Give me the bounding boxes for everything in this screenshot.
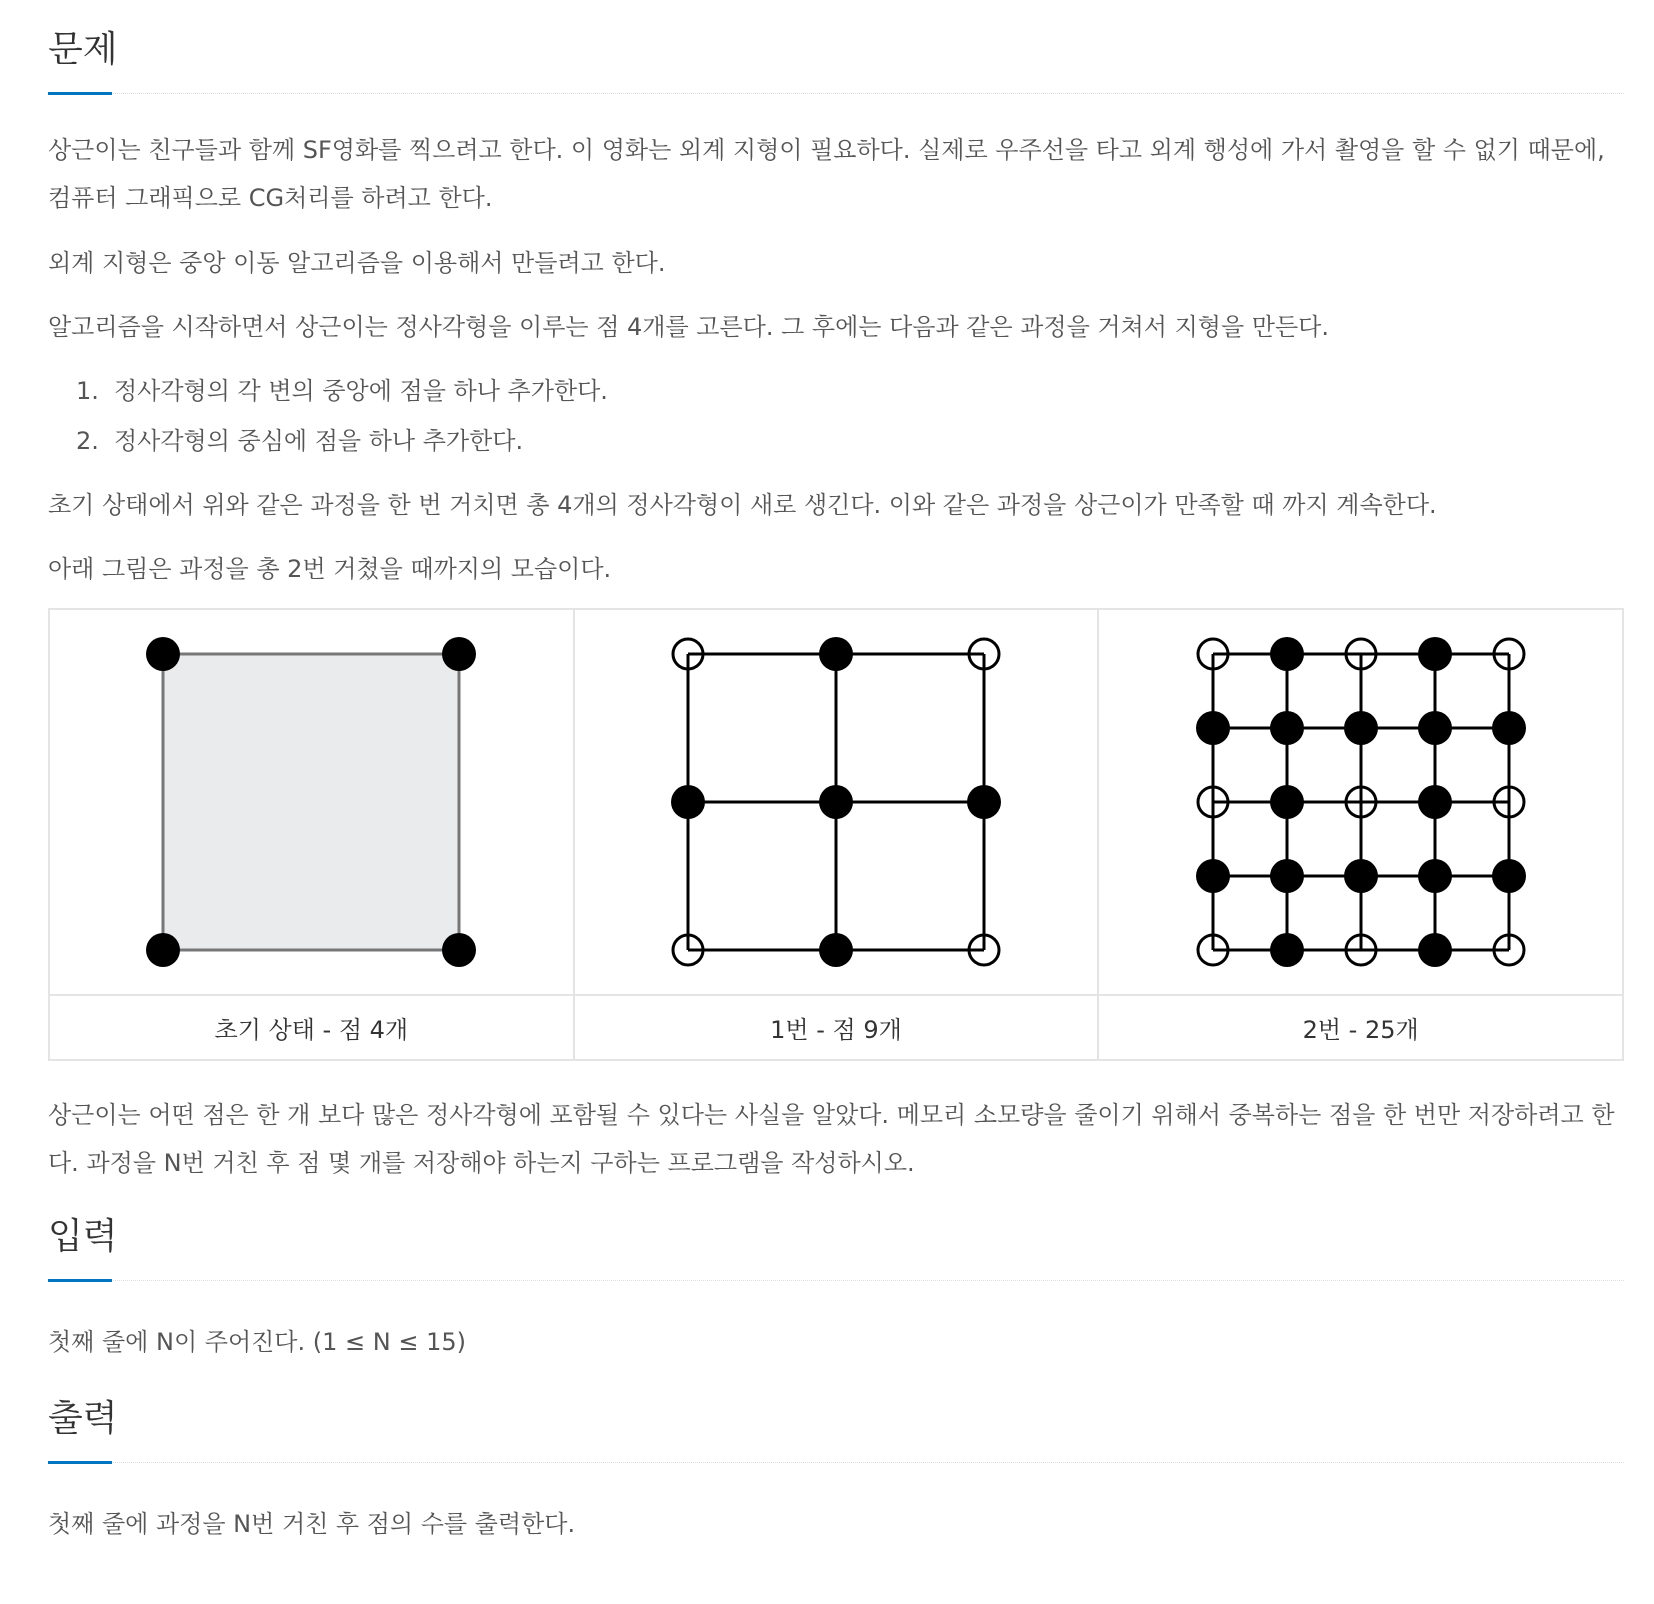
figure-caption: 초기 상태 - 점 4개 <box>49 995 574 1060</box>
new-point <box>146 933 180 967</box>
step-list <box>48 366 1624 466</box>
figure-caption: 1번 - 점 9개 <box>574 995 1099 1060</box>
new-point <box>1270 933 1304 967</box>
problem-paragraph-6: 상근이는 어떤 점은 한 개 보다 많은 정사각형에 포함될 수 있다는 사실을 알았다. 메모리 소모량을 줄이기 위해서 중복하는 점을 한 번만 저장하려고 한다. 과정을 N번 거친 후 점 몇 개를 저장해야 하는지 구하는 프로그램을 작성하시오. <box>48 1101 1615 1177</box>
title-accent-bar <box>48 1461 112 1464</box>
problem-paragraph-3: 알고리즘을 시작하면서 상근이는 정사각형을 이루는 점 4개를 고른다. 그 후에는 다음과 같은 과정을 거쳐서 지형을 만든다. <box>48 313 1329 341</box>
output-description: 첫째 줄에 과정을 N번 거친 후 점의 수를 출력한다. <box>48 1510 576 1538</box>
title-divider <box>48 93 1624 94</box>
output-section-header <box>48 1367 1624 1463</box>
new-point <box>819 785 853 819</box>
problem-paragraph-1: 상근이는 친구들과 함께 SF영화를 찍으려고 한다. 이 영화는 외계 지형이 필요하다. 실제로 우주선을 타고 외계 행성에 가서 촬영을 할 수 없기 때문에, 컴퓨터 그래픽으로 CG처리를 하려고 한다. <box>48 136 1605 212</box>
new-point <box>1492 859 1526 893</box>
title-divider <box>48 1280 1624 1281</box>
step-item <box>48 416 1624 466</box>
new-point <box>442 933 476 967</box>
step-text: 정사각형의 각 변의 중앙에 점을 하나 추가한다. <box>114 377 608 405</box>
figure-iteration-2 <box>1191 632 1531 972</box>
output-section-title: 출력 <box>48 1398 118 1439</box>
problem-section-header <box>48 0 1624 94</box>
new-point <box>1418 785 1452 819</box>
new-point <box>146 637 180 671</box>
problem-page <box>48 0 1624 1549</box>
input-section-title: 입력 <box>48 1216 118 1257</box>
new-point <box>819 933 853 967</box>
new-point <box>1418 711 1452 745</box>
problem-paragraph-2: 외계 지형은 중앙 이동 알고리즘을 이용해서 만들려고 한다. <box>48 249 666 277</box>
new-point <box>1270 637 1304 671</box>
step-number: 2. <box>76 427 99 455</box>
new-point <box>671 785 705 819</box>
figure-cell <box>1098 609 1623 995</box>
square-outline <box>163 654 459 950</box>
figure-cell <box>574 609 1099 995</box>
new-point <box>1418 933 1452 967</box>
new-point <box>1196 859 1230 893</box>
new-point <box>967 785 1001 819</box>
new-point <box>1418 859 1452 893</box>
step-text: 정사각형의 중심에 점을 하나 추가한다. <box>114 427 524 455</box>
figure-cell <box>49 609 574 995</box>
problem-paragraph-4: 초기 상태에서 위와 같은 과정을 한 번 거치면 총 4개의 정사각형이 새로 생긴다. 이와 같은 과정을 상근이가 만족할 때 까지 계속한다. <box>48 491 1437 519</box>
title-divider <box>48 1462 1624 1463</box>
figure-iteration-1 <box>666 632 1006 972</box>
new-point <box>1418 637 1452 671</box>
problem-paragraph-5: 아래 그림은 과정을 총 2번 거쳤을 때까지의 모습이다. <box>48 555 612 583</box>
new-point <box>1344 711 1378 745</box>
step-number: 1. <box>76 377 99 405</box>
problem-section-title: 문제 <box>48 29 118 70</box>
figure-initial-state <box>141 632 481 972</box>
new-point <box>1196 711 1230 745</box>
new-point <box>442 637 476 671</box>
new-point <box>1344 859 1378 893</box>
new-point <box>819 637 853 671</box>
figure-caption: 2번 - 25개 <box>1098 995 1623 1060</box>
new-point <box>1270 859 1304 893</box>
input-description: 첫째 줄에 N이 주어진다. (1 ≤ N ≤ 15) <box>48 1328 466 1356</box>
step-item <box>48 366 1624 416</box>
figure-table <box>48 608 1624 1061</box>
title-accent-bar <box>48 1279 112 1282</box>
new-point <box>1270 711 1304 745</box>
new-point <box>1270 785 1304 819</box>
new-point <box>1492 711 1526 745</box>
input-section-header <box>48 1191 1624 1281</box>
title-accent-bar <box>48 92 112 95</box>
